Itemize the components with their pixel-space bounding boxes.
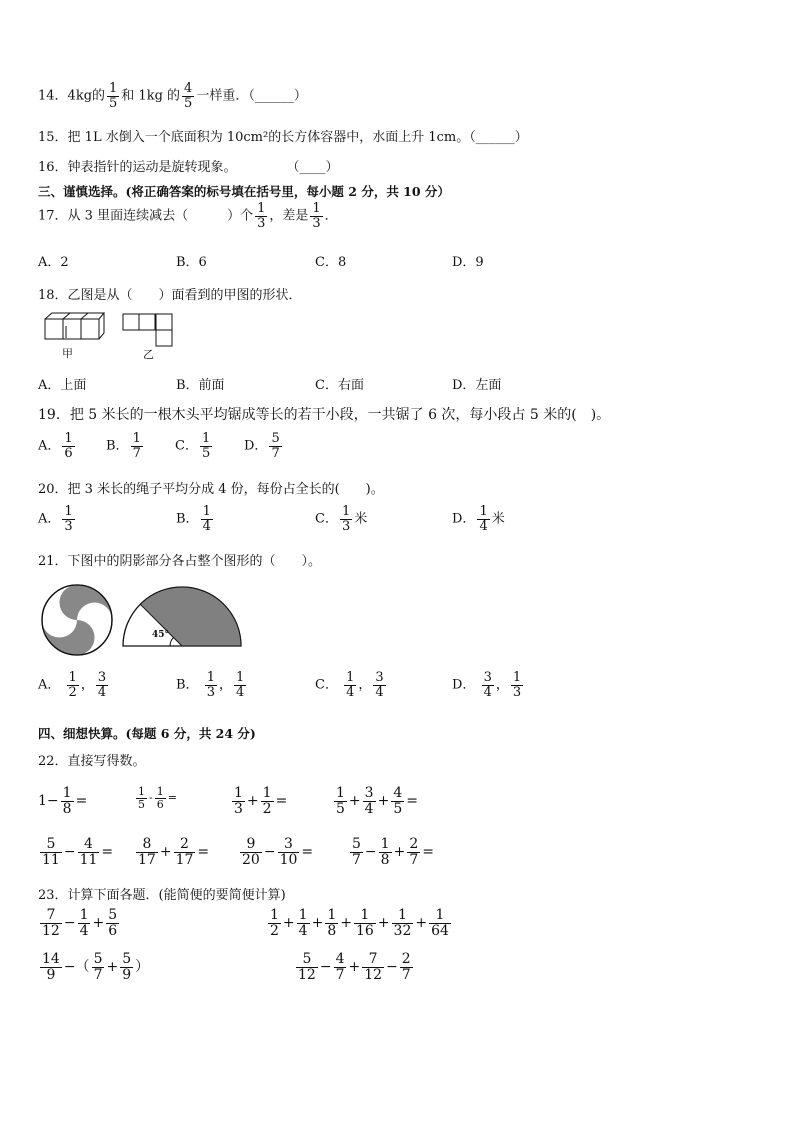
q17-mid: ，差是: [269, 208, 309, 224]
question-15: 15．把 1L 水倒入一个底面积为 10cm²的长方体容器中，水面上升 1cm。（______）: [38, 130, 528, 145]
q17-option-b: B．6: [176, 255, 207, 270]
q17-pre: 17．从 3 里面连续减去（ ）个: [38, 208, 254, 224]
q21-option-d: D． $\frac{3}{4}$ ， $\frac{1}{3}$: [452, 670, 522, 700]
q22-expr-6: $\frac{8}{17}$ + $\frac{2}{17}$ =: [138, 836, 210, 868]
q20-option-a: A． $\frac{1}{3}$: [38, 504, 73, 534]
section-3-title: 三、谨慎选择。(将正确答案的标号填在括号里，每小题 2 分，共 10 分）: [38, 184, 450, 199]
q23-expr-3: $\frac{14}{9}$ −（ $\frac{5}{7}$ + $\frac{5}{9}$ ）: [42, 951, 150, 983]
q17-option-d: D．9: [452, 255, 484, 270]
q18-option-c: C．右面: [315, 378, 364, 393]
q19-option-b: B． $\frac{1}{7}$: [106, 431, 141, 461]
q23-expr-1: $\frac{7}{12}$ − $\frac{1}{4}$ + $\frac{5}{6}$: [42, 907, 118, 939]
q22-expr-5: $\frac{5}{11}$ − $\frac{4}{11}$ =: [42, 836, 114, 868]
figure-semicircle: [122, 586, 242, 648]
figure-yi: [122, 313, 178, 349]
q22-expr-8: $\frac{5}{7}$ − $\frac{1}{8}$ + $\frac{2}{7}$ =: [352, 836, 434, 868]
q22-expr-3: $\frac{1}{3}$ + $\frac{1}{2}$ =: [234, 785, 288, 817]
question-17: [38, 202, 338, 230]
figure-jia: [44, 312, 106, 342]
q22-expr-4: $\frac{1}{5}$ + $\frac{3}{4}$ + $\frac{4}{5}$ =: [336, 785, 418, 817]
question-14: [38, 82, 307, 110]
q21-option-a: A． $\frac{1}{2}$ ， $\frac{3}{4}$: [38, 670, 107, 700]
fraction: $\frac{1}{5}$: [109, 81, 118, 111]
fraction: $\frac{4}{5}$: [184, 81, 193, 111]
question-20: 20．把 3 米长的绳子平均分成 4 份，每份占全长的( )。: [38, 482, 384, 497]
question-21: 21．下图中的阴影部分各占整个图形的（ ）。: [38, 554, 322, 569]
q19-option-a: A． $\frac{1}{6}$: [38, 431, 73, 461]
label-yi: 乙: [143, 348, 154, 361]
q14-mid: 和 1kg 的: [121, 88, 181, 104]
q22-expr-1: 1− $\frac{1}{8}$ =: [38, 785, 88, 817]
q21-option-c: C． $\frac{1}{4}$ ， $\frac{3}{4}$: [315, 670, 384, 700]
q21-option-b: B． $\frac{1}{3}$ ， $\frac{1}{4}$: [176, 670, 245, 700]
question-23: 23．计算下面各题．(能简便的要简便计算): [38, 888, 286, 903]
label-jia: 甲: [62, 347, 73, 360]
q20-option-b: B． $\frac{1}{4}$: [176, 504, 211, 534]
q17-option-c: C．8: [315, 255, 347, 270]
q19-option-d: D． $\frac{5}{7}$: [244, 431, 280, 461]
q17-post: ．: [324, 208, 338, 224]
angle-label: 45°: [152, 630, 170, 640]
question-19: 19．把 5 米长的一根木头平均锯成等长的若干小段，一共锯了 6 次，每小段占 5 米的( )。: [38, 407, 611, 423]
figure-yin-circle: [40, 583, 114, 657]
q16-blank: （____）: [286, 160, 339, 175]
q22-expr-2: $\frac{1}{5}$ - $\frac{1}{6}$ =: [138, 785, 177, 811]
q23-expr-4: $\frac{5}{12}$ − $\frac{4}{7}$ + $\frac{7}{12}$ − $\frac{2}{7}$: [298, 951, 411, 983]
q20-option-c: C． $\frac{1}{3}$ 米: [315, 504, 368, 534]
q23-expr-2: $\frac{1}{2}$ + $\frac{1}{4}$ + $\frac{1}{8}$ + $\frac{1}{16}$ + $\frac{1}{32}$ + $\frac{1}{64}$: [270, 907, 449, 939]
question-18: 18．乙图是从（ ）面看到的甲图的形状．: [38, 288, 302, 303]
q22-expr-7: $\frac{9}{20}$ − $\frac{3}{10}$ =: [242, 836, 314, 868]
question-22: 22．直接写得数。: [38, 754, 146, 769]
q14-post: 一样重．（______）: [196, 88, 307, 104]
section-4-title: 四、细想快算。(每题 6 分，共 24 分): [38, 726, 256, 741]
q18-option-b: B．前面: [176, 378, 225, 393]
q17-option-a: A．2: [38, 255, 69, 270]
q16-text: 16．钟表指针的运动是旋转现象。: [38, 160, 237, 175]
question-16: [38, 156, 339, 175]
q18-option-d: D．左面: [452, 378, 502, 393]
q14-pre: 14．4kg的: [38, 88, 106, 104]
q18-option-a: A．上面: [38, 378, 87, 393]
q19-option-c: C． $\frac{1}{5}$: [175, 431, 211, 461]
fraction: $\frac{1}{3}$: [257, 201, 266, 231]
fraction: $\frac{1}{3}$: [312, 201, 321, 231]
q20-option-d: D． $\frac{1}{4}$ 米: [452, 504, 505, 534]
